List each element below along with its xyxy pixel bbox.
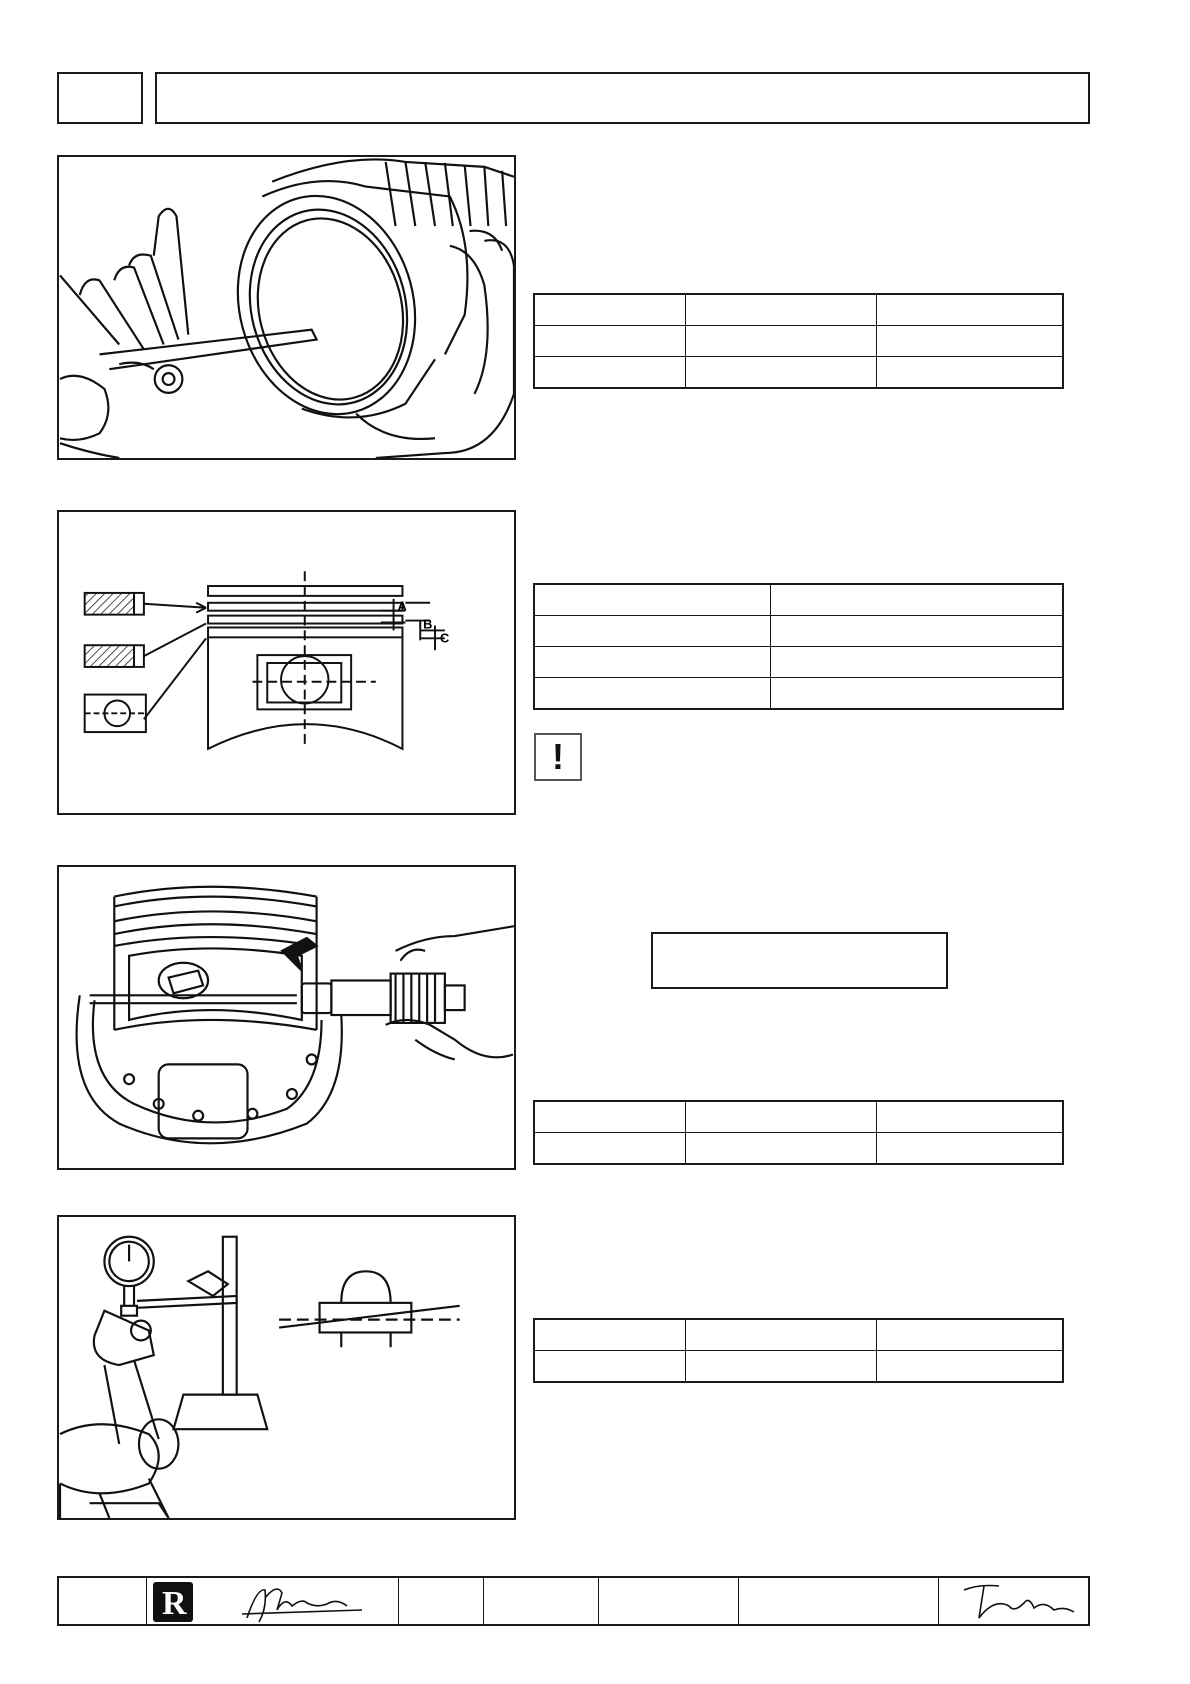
table-row (534, 678, 1063, 710)
table-row (534, 357, 1063, 389)
piston-ring-diagram (59, 512, 514, 813)
dimension-label-c: C (439, 630, 450, 646)
micrometer-illustration (59, 867, 514, 1168)
figure-piston-micrometer (57, 865, 516, 1170)
page-footer (57, 1576, 1090, 1626)
figure-connecting-rod-alignment (57, 1215, 516, 1520)
table-row (534, 647, 1063, 678)
figure-feeler-gauge-cylinder (57, 155, 516, 460)
footer-logo-signature-cell (147, 1578, 399, 1624)
table-row (534, 1101, 1063, 1133)
spec-table-1 (533, 293, 1064, 389)
section-code-box (57, 72, 143, 124)
footer-cell-3 (399, 1578, 484, 1624)
table-row (534, 1351, 1063, 1383)
figure-piston-ring-clearance (57, 510, 516, 815)
footer-cell-4 (484, 1578, 599, 1624)
footer-signature-cell (939, 1578, 1088, 1624)
spec-table-4 (533, 1318, 1064, 1383)
footer-cell-5 (599, 1578, 739, 1624)
connecting-rod-illustration (59, 1217, 514, 1518)
table-row (534, 294, 1063, 326)
table-row (534, 616, 1063, 647)
footer-cell-6 (739, 1578, 939, 1624)
dimension-label-b: B (423, 616, 433, 632)
spec-table-3 (533, 1100, 1064, 1165)
value-box (651, 932, 948, 989)
signature-1 (147, 1578, 399, 1624)
table-row (534, 326, 1063, 357)
page-title-box (155, 72, 1090, 124)
spec-table-2 (533, 583, 1064, 710)
table-row (534, 584, 1063, 616)
feeler-gauge-illustration (59, 157, 514, 458)
logo-letter: R (162, 1585, 187, 1622)
dimension-label-a: A (397, 598, 407, 614)
table-row (534, 1319, 1063, 1351)
signature-2 (939, 1578, 1089, 1624)
table-row (534, 1133, 1063, 1165)
footer-page-cell (59, 1578, 147, 1624)
warning-icon: ! (534, 733, 582, 781)
